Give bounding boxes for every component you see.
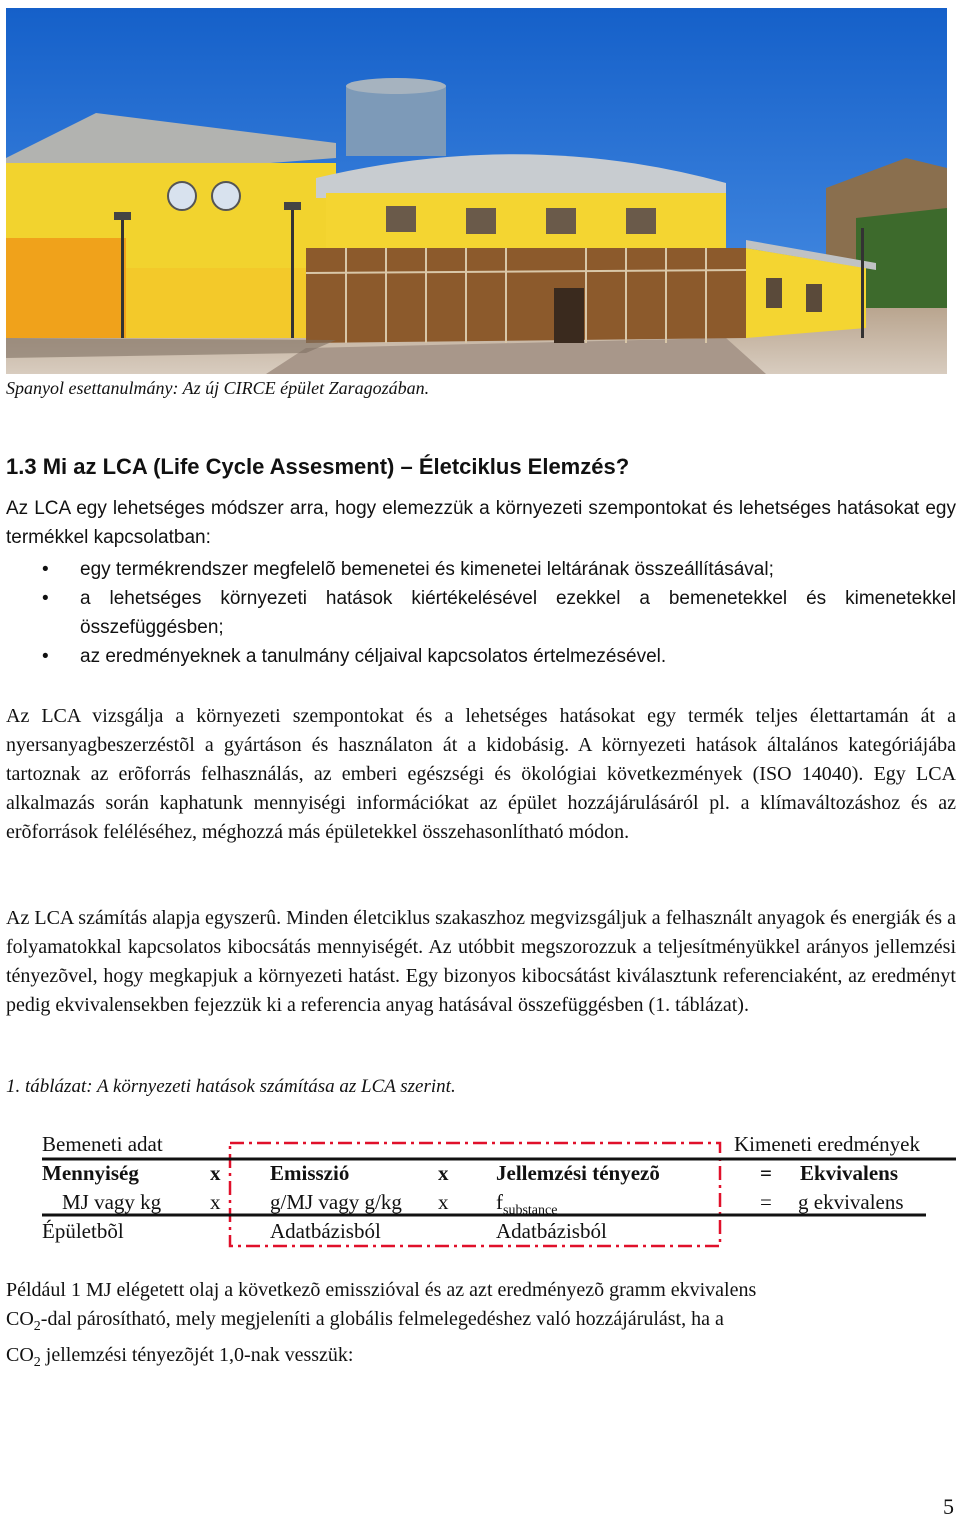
multiply-sign: x (210, 1161, 221, 1185)
co2-subscript: 2 (33, 1355, 41, 1370)
lca-formula-table (0, 1128, 960, 1258)
quantity-label: Mennyiség (42, 1161, 139, 1185)
multiply-sign: x (438, 1190, 449, 1214)
list-item: • a lehetséges környezeti hatások kiértékelésével ezekkel a bemenetekkel és kimenetekkel összefüggésben; (6, 584, 956, 642)
equivalent-unit: g ekvivalens (798, 1190, 904, 1214)
photo-caption: Spanyol esettanulmány: Az új CIRCE épület Zaragozában. (6, 378, 430, 398)
output-header: Kimeneti eredmények (734, 1132, 921, 1156)
bullet-icon: • (42, 588, 49, 609)
multiply-sign: x (210, 1190, 221, 1214)
quantity-unit: MJ vagy kg (62, 1190, 162, 1214)
paragraph-lca-calculation: Az LCA számítás alapja egyszerû. Minden életciklus szakaszhoz megvizsgáljuk a felhasznált anyagok és energiák és a folyamatokkal kapcsolatos kibocsátás mennyiségét. Az utóbbit megszorozzuk a teljesítményükkel arányos jellemzési tényezõvel, hogy megkapjuk a környezeti hatást. Egy bizonyos kibocsátást kiválasztunk referenciaként, az eredményt pedig ekvivalensekben fejezzük ki a referencia anyag hatásával összefüggésben (1. táblázat). (6, 907, 956, 1016)
characterisation-label: Jellemzési tényezõ (496, 1161, 660, 1185)
source-database: Adatbázisból (496, 1219, 607, 1243)
emission-label: Emisszió (270, 1161, 350, 1185)
paragraph-example (6, 1276, 956, 1377)
source-building: Épületbõl (42, 1219, 124, 1243)
multiply-sign: x (438, 1161, 449, 1185)
example-line-2: $CO_2$-dal párosítható, mely megjeleníti a globális felmelegedéshez való hozzájárulást, ha a (6, 1308, 724, 1334)
equivalent-label: Ekvivalens (800, 1161, 899, 1185)
paragraph-lca-scope: Az LCA vizsgálja a környezeti szempontokat és a lehetséges hatásokat egy termék teljes élettartamán át a nyersanyagbeszerzéstõl a gyártáson és használaton át a kidobásig. A környezeti hatások általános kategóriájába tartoznak az erõforrás felhasználás, az emberi egészségi és ökológiai következmények (ISO 14040). Egy LCA alkalmazás során kaphatunk mennyiségi információkat az épület hozzájárulásáról pl. a klímaváltozáshoz és az erõforrások feléléséhez, méghozzá más épületekkel összehasonlítható módon. (6, 705, 956, 843)
equals-sign: = (760, 1190, 772, 1214)
equals-sign: = (760, 1161, 772, 1185)
list-item: • egy termékrendszer megfelelõ bemenetei és kimenetei leltárának összeállításával; (6, 555, 956, 584)
bullet-list (6, 555, 956, 671)
source-database: Adatbázisból (270, 1219, 381, 1243)
input-header: Bemeneti adat (42, 1132, 163, 1156)
building-photo (6, 8, 947, 374)
factor-subscript: substance (503, 1203, 558, 1219)
bullet-icon: • (42, 646, 49, 667)
list-item: • az eredményeknek a tanulmány céljaival kapcsolatos értelmezésével. (6, 642, 956, 671)
bullet-icon: • (42, 559, 49, 580)
section-heading: 1.3 Mi az LCA (Life Cycle Assesment) – Életciklus Elemzés? (6, 454, 630, 479)
intro-paragraph: Az LCA egy lehetséges módszer arra, hogy elemezzük a környezeti szempontokat és lehetséges hatásokat egy termékkel kapcsolatban: (6, 498, 956, 548)
page-number: 5 (943, 1494, 954, 1519)
co2-subscript: 2 (33, 1319, 41, 1334)
emission-unit: g/MJ vagy g/kg (270, 1190, 402, 1214)
factor-symbol: $f_{substance}$ (496, 1190, 558, 1219)
table-caption: 1. táblázat: A környezeti hatások számítása az LCA szerint. (6, 1076, 456, 1097)
example-line-3: $CO_2$ jellemzési tényezõjét 1,0-nak vesszük: (6, 1344, 354, 1370)
example-line-1: Például 1 MJ elégetett olaj a következõ emisszióval és az azt eredményezõ gramm ekvivalens (6, 1279, 757, 1301)
